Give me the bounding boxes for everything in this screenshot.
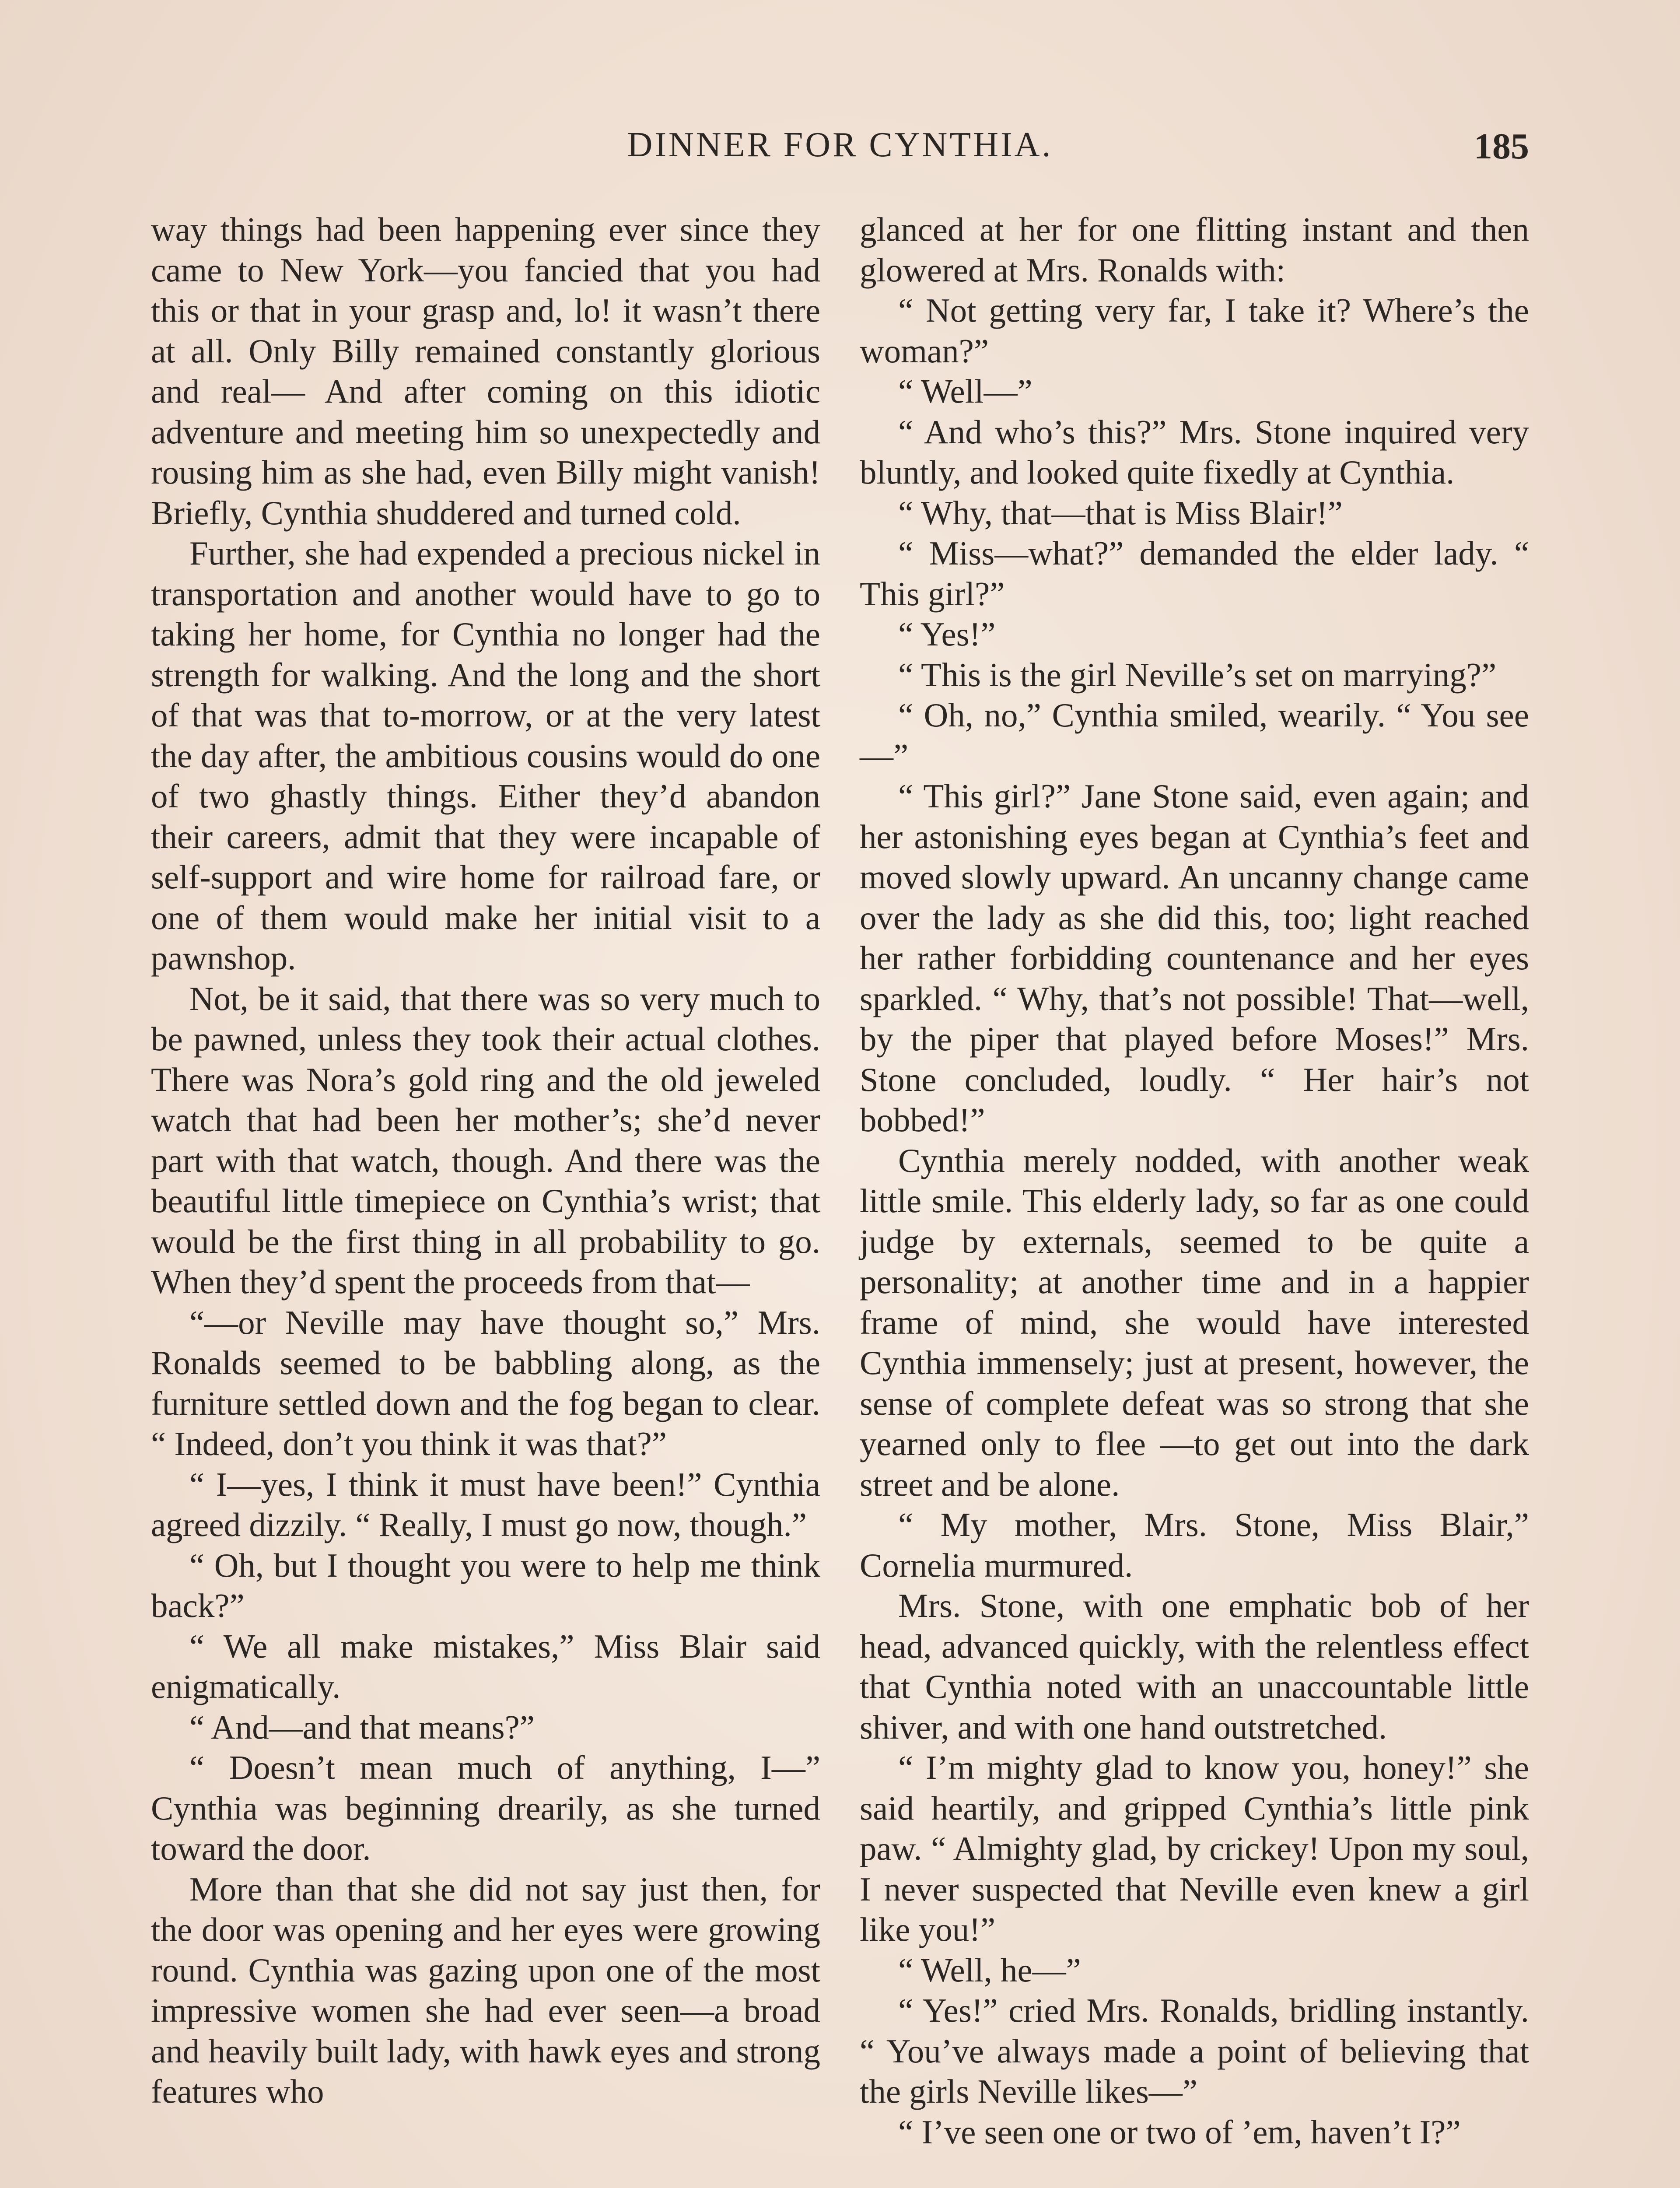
paragraph: “ And who’s this?” Mrs. Stone inquired very bluntly, and looked quite fixedly at Cynthia.	[860, 413, 1529, 491]
paragraph: “ I—yes, I think it must have been!” Cynthia agreed dizzily. “ Really, I must go now, though.”	[151, 1465, 820, 1543]
paragraph: “ We all make mistakes,” Miss Blair said enigmatically.	[151, 1627, 820, 1705]
paragraph: “ Yes!” cried Mrs. Ronalds, bridling instantly. “ You’ve always made a point of believing that the girls Neville likes—”	[860, 1992, 1529, 2110]
paragraph: Cynthia merely nodded, with another weak little smile. This elderly lady, so far as one could judge by externals, seemed to be quite a personality; at another time and in a happier frame of mind, she would have interested Cynthia immensely; just at present, however, the sense of complete defeat was so strong that she yearned only to flee —to get out into the dark street and be alone.	[860, 1141, 1529, 1503]
paragraph: “ Why, that—that is Miss Blair!”	[898, 494, 1343, 532]
paragraph: “ Not getting very far, I take it? Where’s the woman?”	[860, 291, 1529, 370]
paragraph: More than that she did not say just then, for the door was opening and her eyes were growing round. Cynthia was gazing upon one of the most impressive women she had ever seen—a broad and heavily built lady, with hawk eyes and strong features who	[151, 1870, 820, 2110]
paragraph: “ Miss—what?” demanded the elder lady. “ This girl?”	[860, 534, 1529, 613]
paragraph: glanced at her for one flitting instant and then glowered at Mrs. Ronalds with:	[860, 210, 1529, 289]
paragraph: “ My mother, Mrs. Stone, Miss Blair,” Cornelia murmured.	[860, 1506, 1529, 1584]
paragraph: “ Well, he—”	[898, 1951, 1081, 1989]
paragraph: “ Oh, but I thought you were to help me think back?”	[151, 1546, 820, 1624]
paragraph: “ Doesn’t mean much of anything, I—” Cynthia was beginning drearily, as she turned toward the door.	[151, 1749, 820, 1867]
left-text-column	[151, 209, 820, 2112]
paragraph: “ And—and that means?”	[189, 1708, 535, 1746]
paragraph: “ This is the girl Neville’s set on marrying?”	[898, 656, 1497, 694]
paragraph: “ This girl?” Jane Stone said, even again; and her astonishing eyes began at Cynthia’s feet and moved slowly upward. An uncanny change came over the lady as she did this, too; light reached her rather forbidding countenance and her eyes sparkled. “ Why, that’s not possible! That—well, by the piper that played before Moses!” Mrs. Stone concluded, loudly. “ Her hair’s not bobbed!”	[860, 777, 1529, 1139]
paragraph: “ I’m mighty glad to know you, honey!” she said heartily, and gripped Cynthia’s little pink paw. “ Almighty glad, by crickey! Upon my soul, I never suspected that Neville even knew a girl like you!”	[860, 1749, 1529, 1948]
paragraph: Further, she had expended a precious nickel in transportation and another would have to go to taking her home, for Cynthia no longer had the strength for walking. And the long and the short of that was that to-morrow, or at the very latest the day after, the ambitious cousins would do one of two ghastly things. Either they’d abandon their careers, admit that they were incapable of self-support and wire home for railroad fare, or one of them would make her initial visit to a pawnshop.	[151, 534, 820, 977]
running-title: DINNER FOR CYNTHIA.	[627, 126, 1053, 164]
paragraph: “ Well—”	[898, 372, 1032, 410]
paragraph: Mrs. Stone, with one emphatic bob of her head, advanced quickly, with the relentless effect that Cynthia noted with an unaccountable little shiver, and with one hand outstretched.	[860, 1587, 1529, 1746]
page-number: 185	[1474, 126, 1529, 167]
paragraph: “—or Neville may have thought so,” Mrs. Ronalds seemed to be babbling along, as the furniture settled down and the fog began to clear. “ Indeed, don’t you think it was that?”	[151, 1303, 820, 1462]
paragraph: “ Yes!”	[898, 615, 996, 653]
paragraph: Not, be it said, that there was so very much to be pawned, unless they took their actual clothes. There was Nora’s gold ring and the old jeweled watch that had been her mother’s; she’d never part with that watch, though. And there was the beautiful little timepiece on Cynthia’s wrist; that would be the first thing in all probability to go. When they’d spent the proceeds from that—	[151, 979, 820, 1301]
paragraph: “ I’ve seen one or two of ’em, haven’t I?”	[898, 2113, 1461, 2151]
paragraph: “ Oh, no,” Cynthia smiled, wearily. “ You see—”	[860, 696, 1529, 775]
right-text-column	[860, 209, 1529, 2152]
page-header	[151, 125, 1529, 178]
paragraph: way things had been happening ever since they came to New York—you fancied that you had this or that in your grasp and, lo! it wasn’t there at all. Only Billy remained constantly glorious and real— And after coming on this idiotic adventure and meeting him so unexpectedly and rousing him as she had, even Billy might vanish! Briefly, Cynthia shuddered and turned cold.	[151, 210, 820, 532]
